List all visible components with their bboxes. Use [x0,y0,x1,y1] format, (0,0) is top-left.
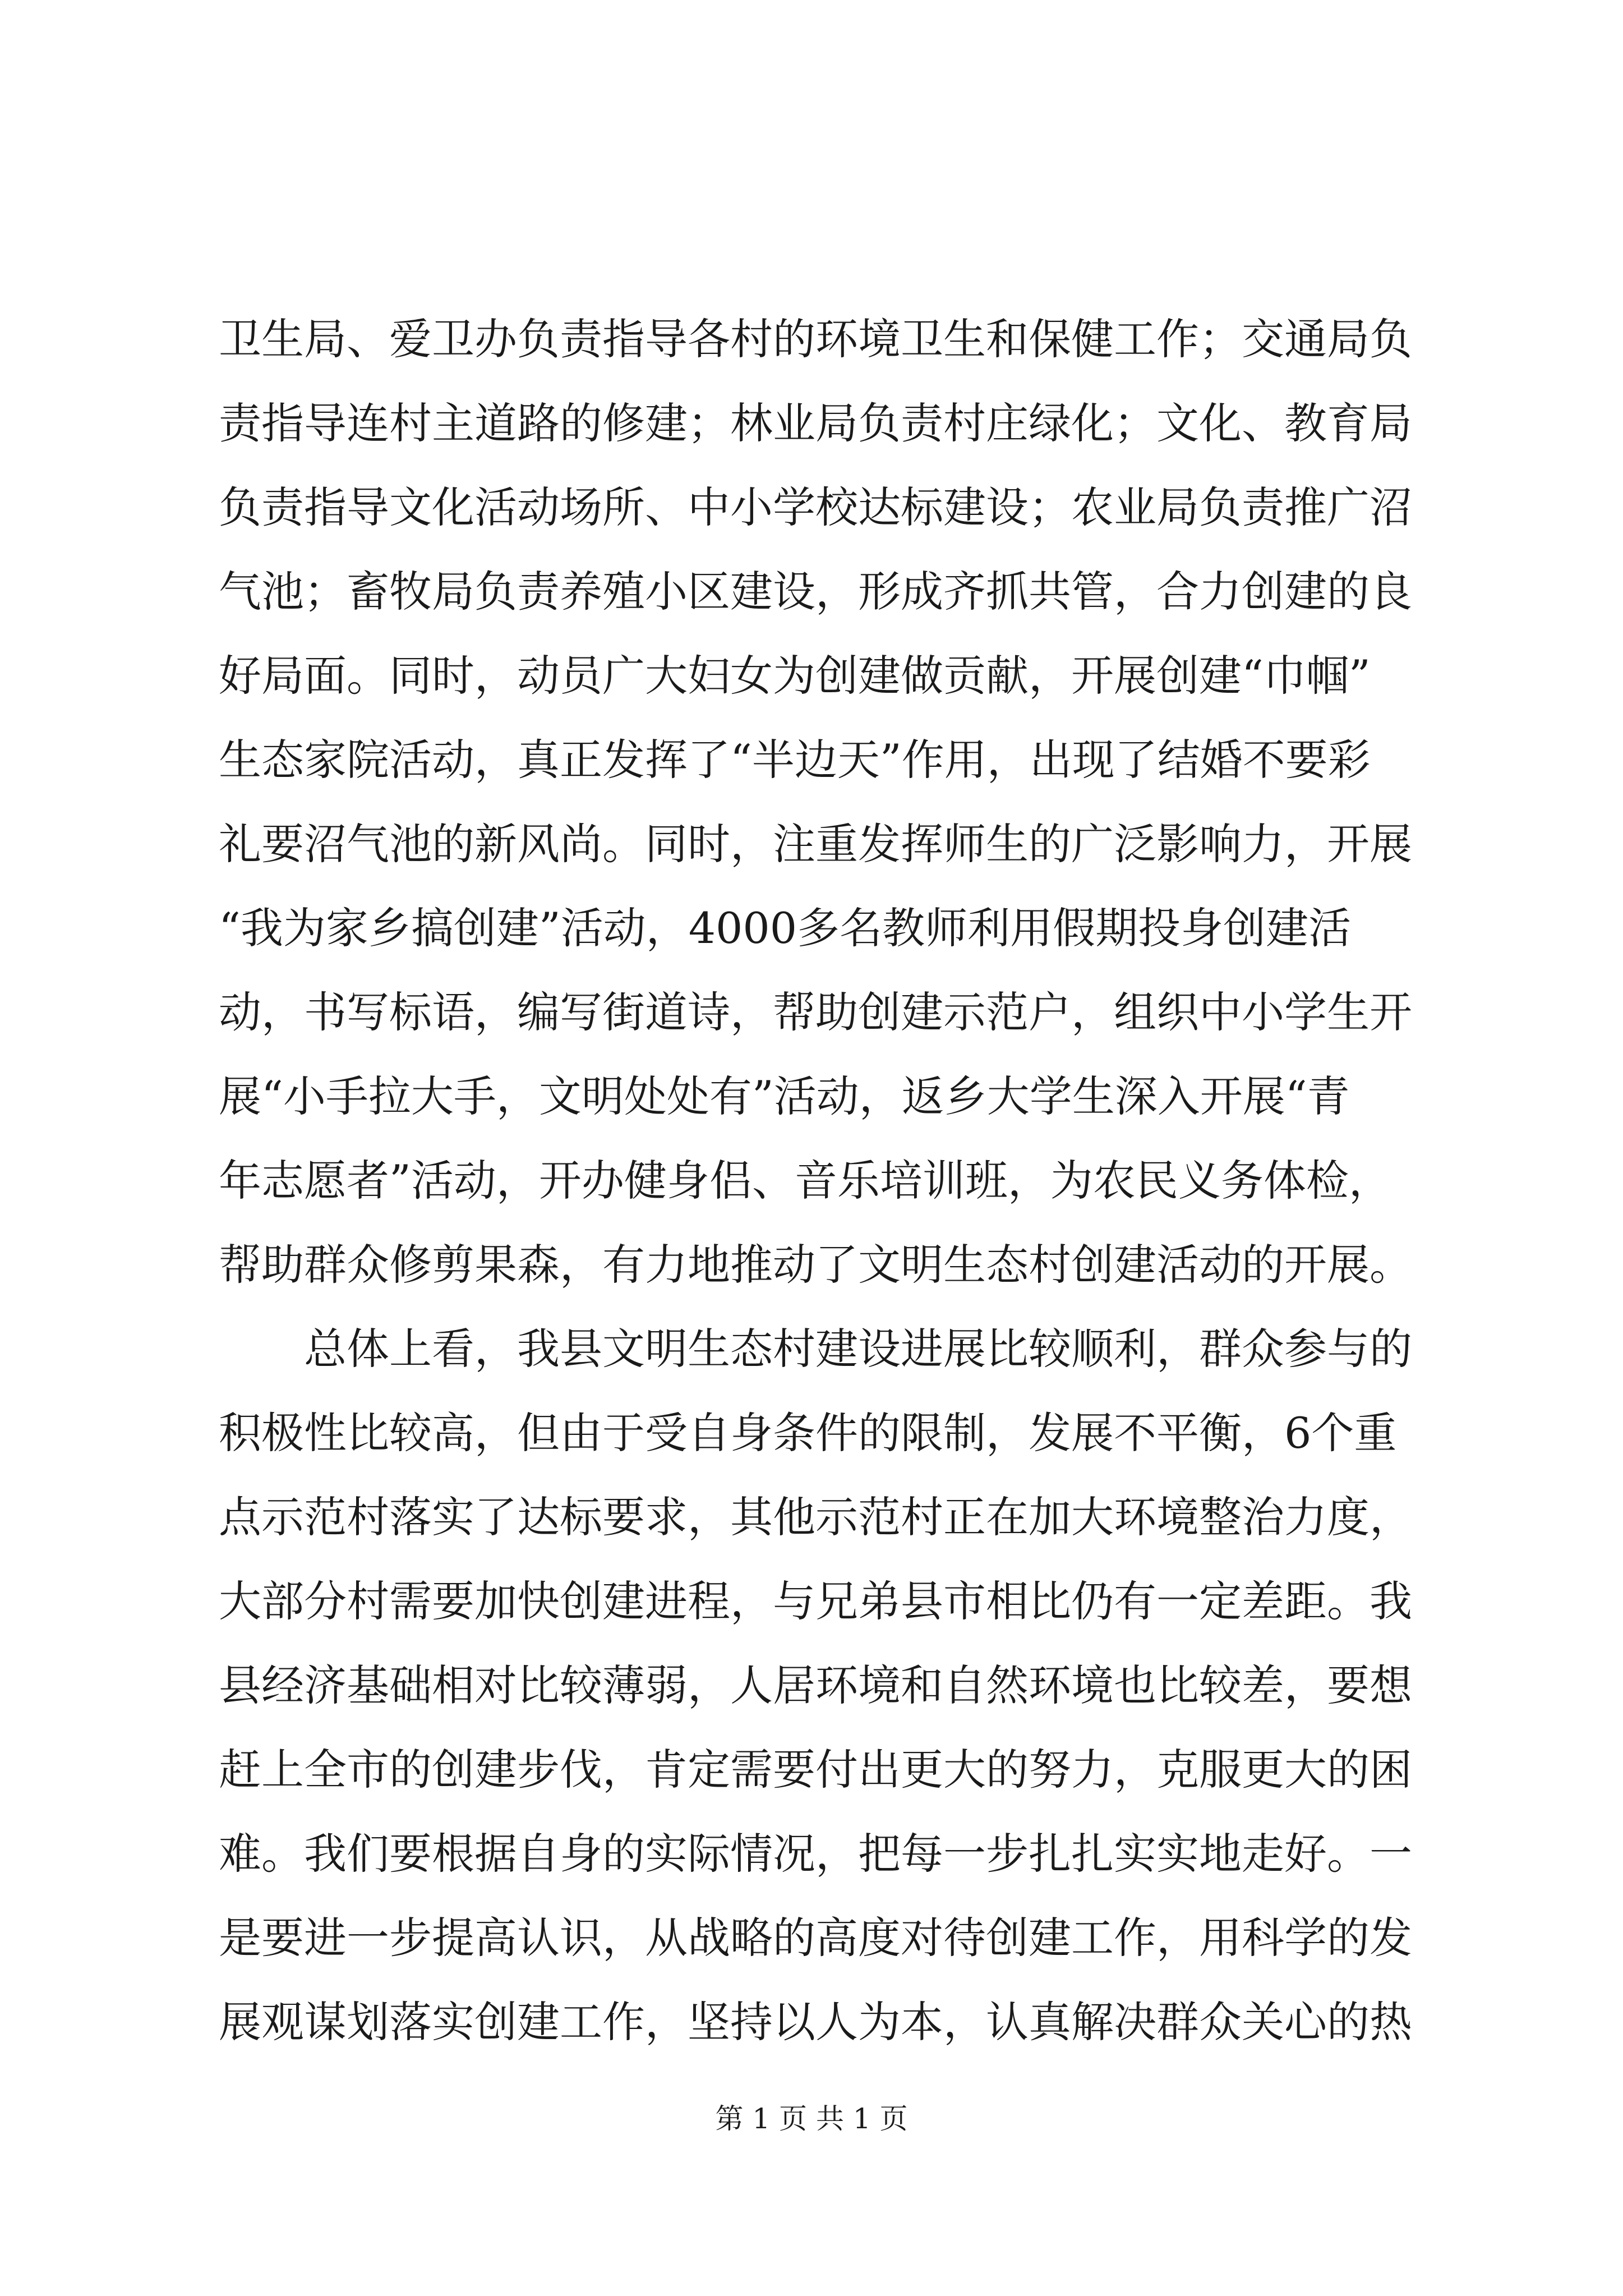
text-line: 积极性比较高，但由于受自身条件的限制，发展不平衡，6个重 [219,1408,1397,1458]
text-line: 礼要沼气池的新风尚。同时，注重发挥师生的广泛影响力，开展 [219,819,1412,869]
text-line: “我为家乡搞创建”活动，4000多名教师利用假期投身创建活 [219,903,1352,953]
text-line: 赶上全市的创建步伐，肯定需要付出更大的努力，克服更大的困 [219,1745,1412,1795]
text-line: 大部分村需要加快创建进程，与兄弟县市相比仍有一定差距。我 [219,1576,1412,1626]
text-line: 动，书写标语，编写街道诗，帮助创建示范户，组织中小学生开 [219,987,1412,1037]
text-line: 生态家院活动，真正发挥了“半边天”作用，出现了结婚不要彩 [219,735,1371,785]
paragraph-first-line: 总体上看，我县文明生态村建设进展比较顺利，群众参与的 [304,1324,1412,1374]
text-line: 难。我们要根据自身的实际情况，把每一步扎扎实实地走好。一 [219,1829,1412,1879]
text-line: 展观谋划落实创建工作，坚持以人为本，认真解决群众关心的热 [219,1997,1412,2047]
text-line: 好局面。同时，动员广大妇女为创建做贡献，开展创建“巾帼” [219,651,1371,701]
text-line: 是要进一步提高认识，从战略的高度对待创建工作，用科学的发 [219,1913,1412,1963]
text-line: 负责指导文化活动场所、中小学校达标建设；农业局负责推广沼 [219,482,1412,532]
text-line: 卫生局、爱卫办负责指导各村的环境卫生和保健工作；交通局负 [219,314,1412,364]
text-line: 帮助群众修剪果森，有力地推动了文明生态村创建活动的开展。 [219,1240,1412,1290]
text-line: 点示范村落实了达标要求，其他示范村正在加大环境整治力度， [219,1492,1412,1542]
page-number-footer: 第 1 页 共 1 页 [715,2102,908,2135]
text-line: 责指导连村主道路的修建；林业局负责村庄绿化；文化、教育局 [219,398,1412,448]
text-line: 年志愿者”活动，开办健身侣、音乐培训班，为农民义务体检， [219,1156,1391,1205]
text-line: 县经济基础相对比较薄弱，人居环境和自然环境也比较差，要想 [219,1660,1412,1710]
text-line: 气池；畜牧局负责养殖小区建设，形成齐抓共管，合力创建的良 [219,567,1412,616]
text-line: 展“小手拉大手，文明处处有”活动，返乡大学生深入开展“青 [219,1071,1350,1121]
